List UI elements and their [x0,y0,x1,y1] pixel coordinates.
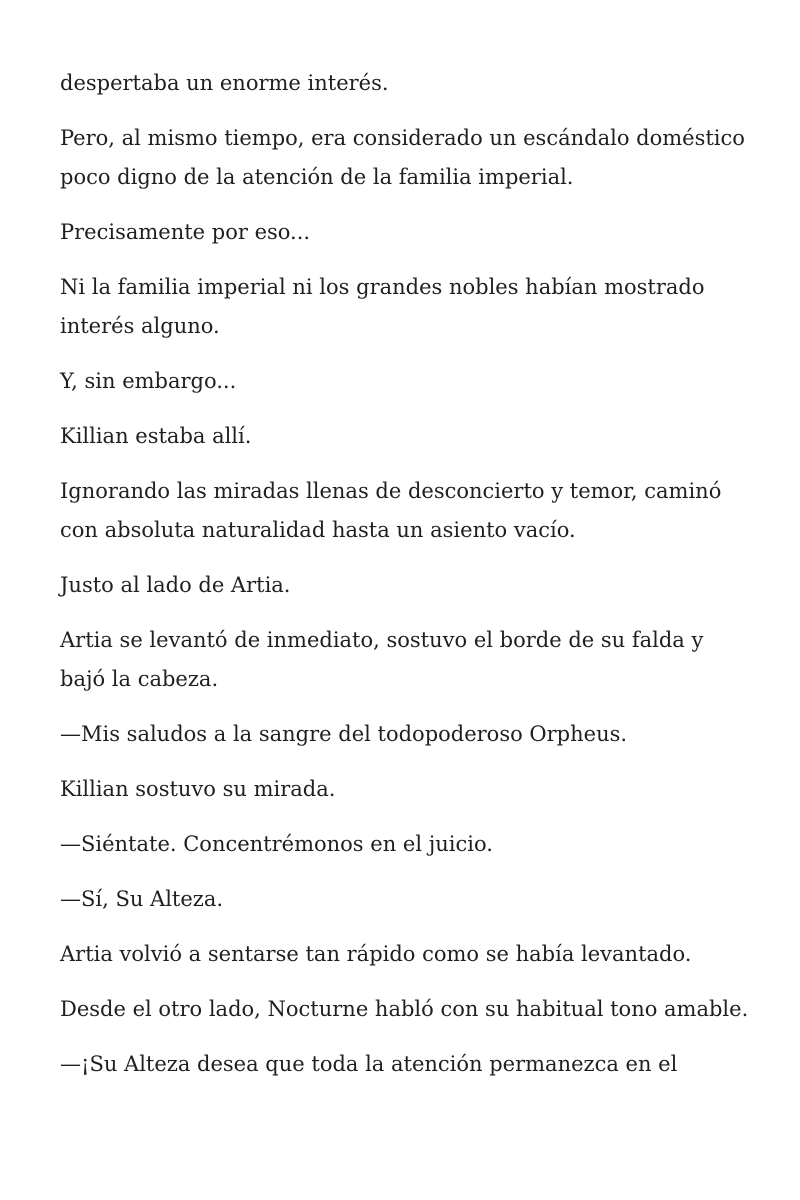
paragraph: Killian estaba allí. [60,424,252,448]
paragraph: Pero, al mismo tiempo, era considerado un escándalo doméstico poco digno de la atención de la familia imperial. [60,126,745,189]
paragraph: —Mis saludos a la sangre del todopoderoso Orpheus. [60,722,628,746]
paragraph: Justo al lado de Artia. [60,573,291,597]
paragraph: Ni la familia imperial ni los grandes nobles habían mostrado interés alguno. [60,275,705,338]
paragraph: —¡Su Alteza desea que toda la atención permanezca en el [60,1052,678,1076]
paragraph: —Siéntate. Concentrémonos en el juicio. [60,832,493,856]
paragraph: Artia volvió a sentarse tan rápido como se había levantado. [60,942,692,966]
paragraph: Y, sin embargo... [60,369,237,393]
paragraph: Desde el otro lado, Nocturne habló con su habitual tono amable. [60,997,749,1021]
paragraph: Precisamente por eso... [60,220,311,244]
reading-page [60,64,750,1100]
paragraph: Killian sostuvo su mirada. [60,777,336,801]
paragraph: Artia se levantó de inmediato, sostuvo el borde de su falda y bajó la cabeza. [60,628,704,691]
paragraph: Ignorando las miradas llenas de desconcierto y temor, caminó con absoluta naturalidad hasta un asiento vacío. [60,479,722,542]
paragraph: despertaba un enorme interés. [60,71,389,95]
paragraph: —Sí, Su Alteza. [60,887,224,911]
